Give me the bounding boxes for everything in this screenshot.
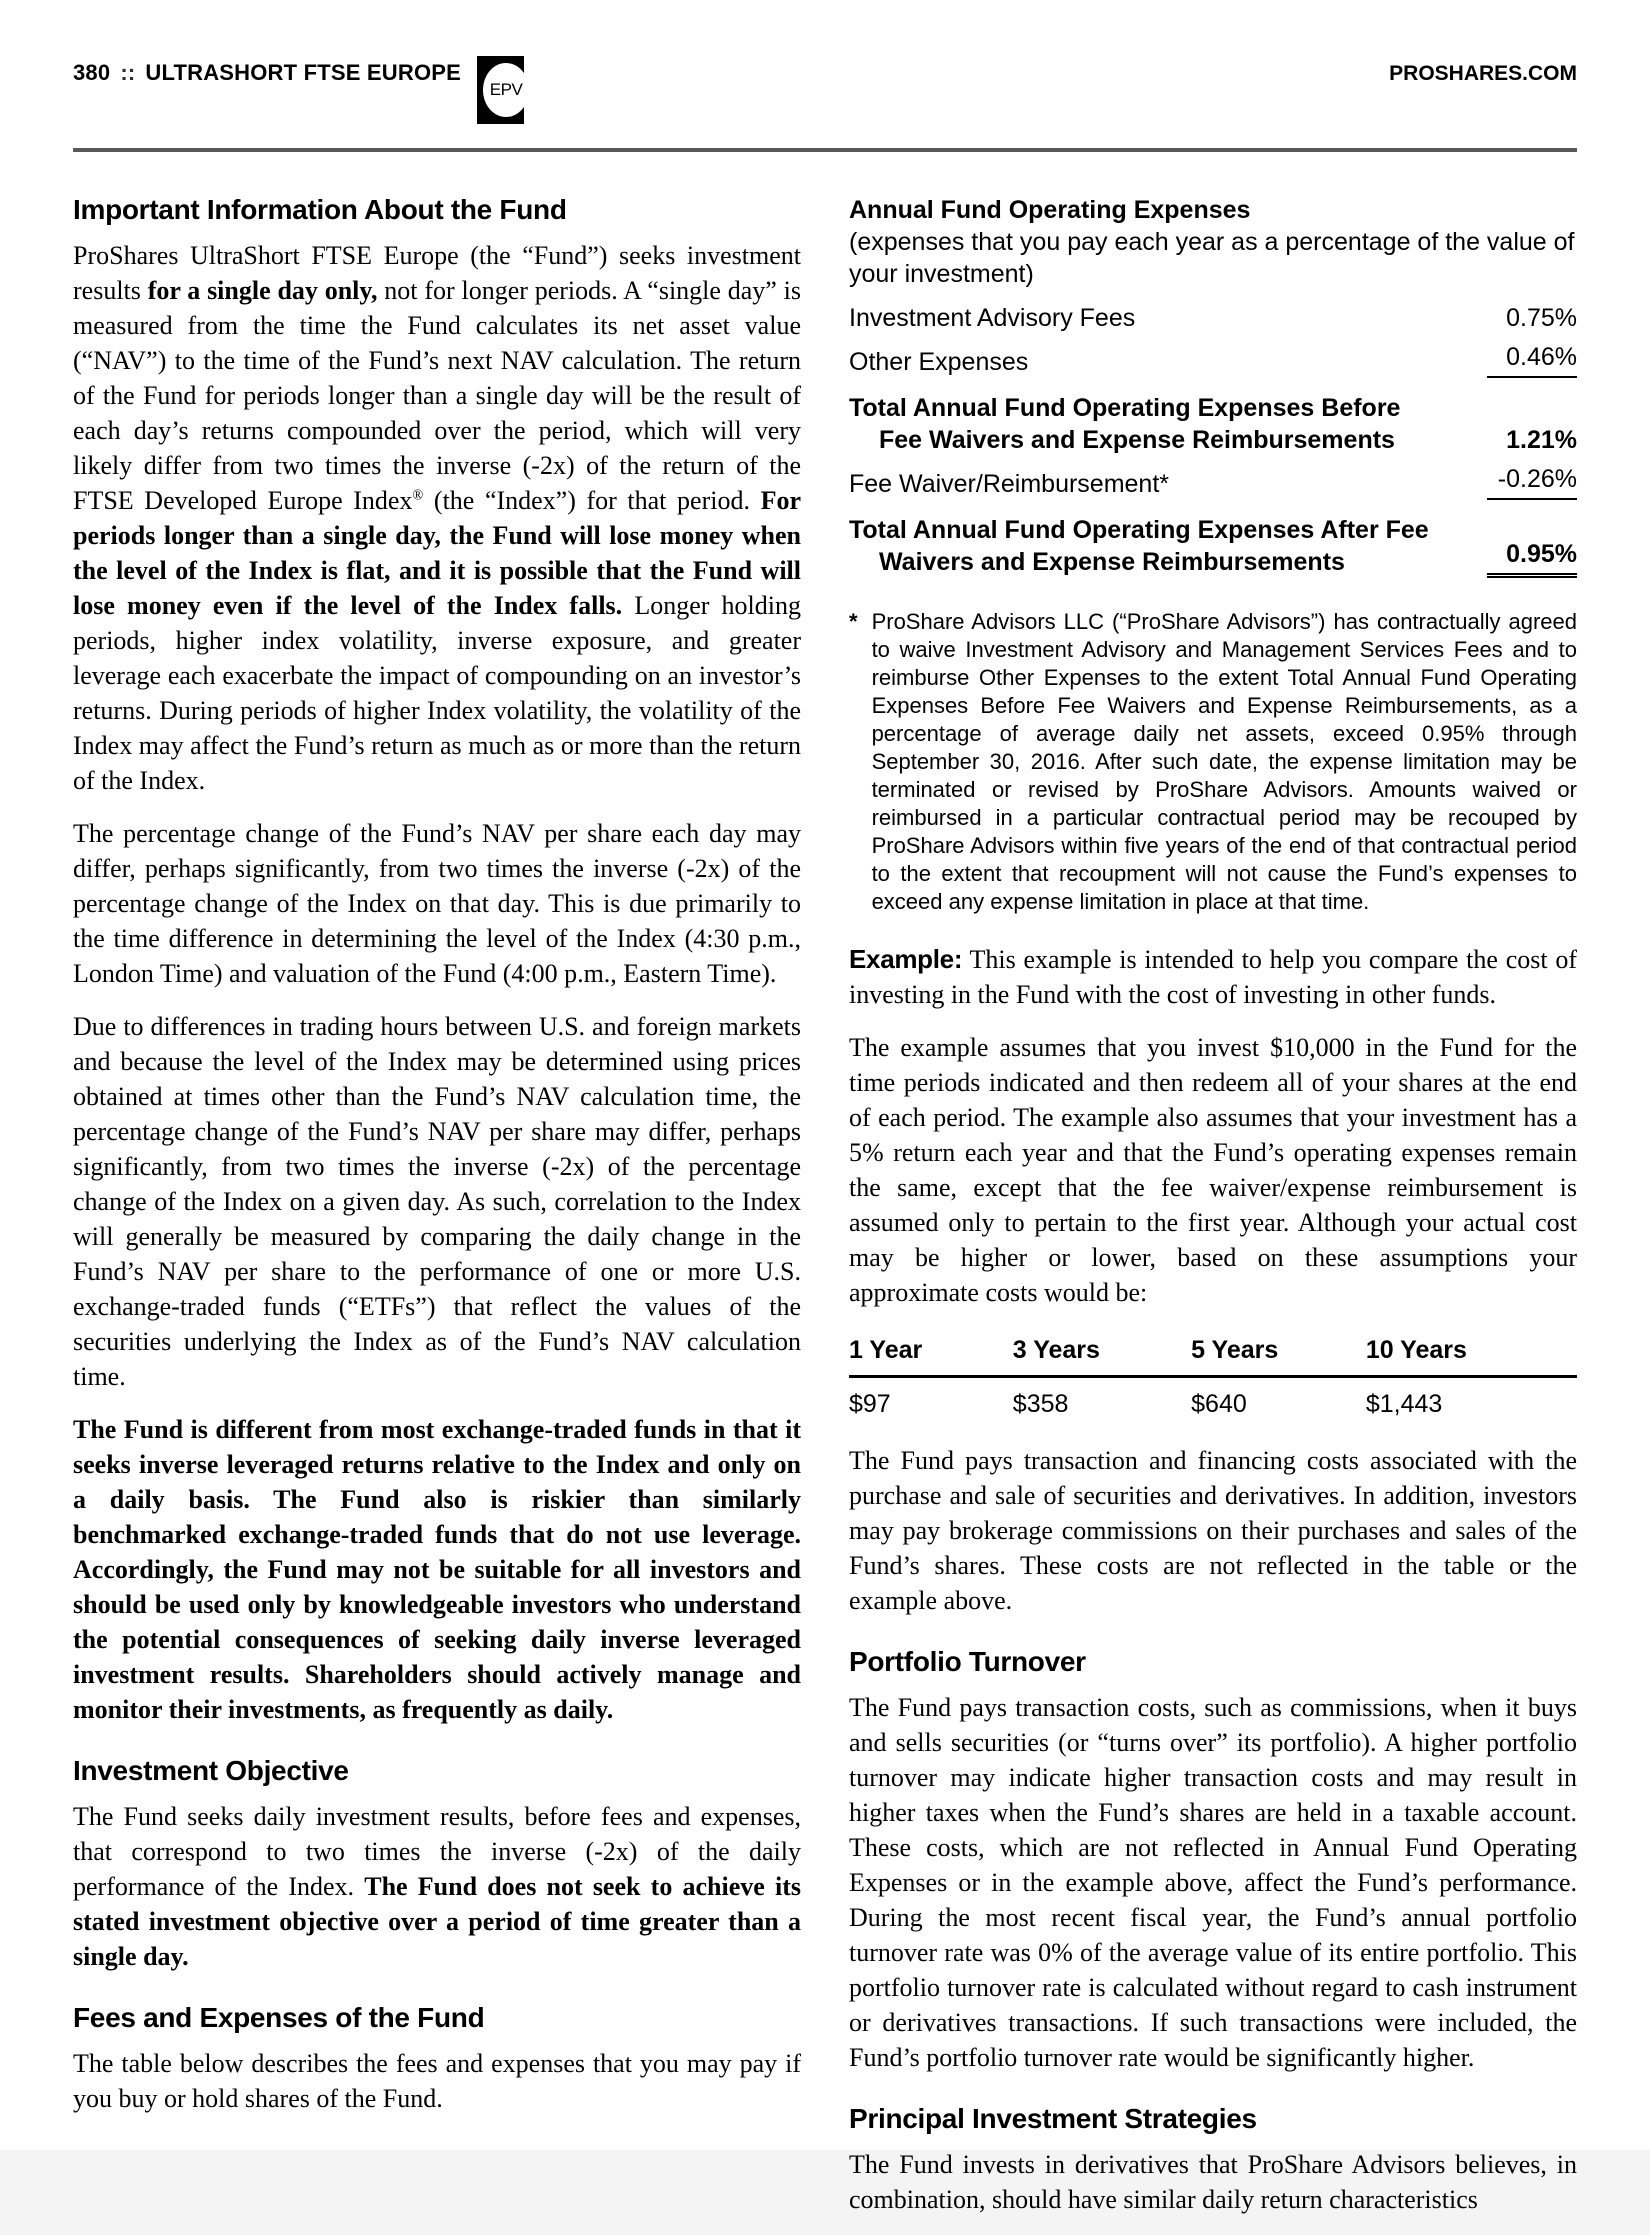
expense-table-title: Annual Fund Operating Expenses bbox=[849, 196, 1251, 224]
expense-row-value: -0.26% bbox=[1487, 463, 1577, 500]
ticker-ellipse bbox=[483, 63, 529, 117]
cost-table-value: $358 bbox=[1012, 1390, 1069, 1418]
header-rule bbox=[73, 148, 1577, 152]
paragraph-example-details: The example assumes that you invest $10,000 in the Fund for the time periods indicated and then redeem all of your shares at the end of each period. The example also assumes that your investment has a 5% return each year and that the Fund’s operating expenses remain the same, except that the fee waiver/expense reimbursement is assumed only to pertain to the first year. Although your actual cost may be higher or lower, based on these assumptions your approximate costs would be: bbox=[849, 1033, 1577, 1307]
expense-row-total-before-waivers bbox=[849, 392, 1577, 456]
expense-row-advisory-fees bbox=[849, 302, 1577, 334]
cost-table-header: 10 Years bbox=[1365, 1336, 1467, 1364]
footnote bbox=[849, 608, 1577, 916]
ticker-badge bbox=[477, 56, 524, 124]
two-column-body bbox=[73, 194, 1577, 2235]
cost-table-value: $1,443 bbox=[1365, 1390, 1443, 1418]
paragraph-nav-percentage-change: The percentage change of the Fund’s NAV per share each day may differ, perhaps significantly, from two times the inverse (-2x) of the percentage change of the Index on that day. This is due primarily to the time difference in determining the level of the Index (4:30 p.m., London Time) and valuation of the Fund (4:00 p.m., Eastern Time). bbox=[73, 819, 801, 988]
expense-row-label: Fee Waiver/Reimbursement* bbox=[849, 470, 1170, 498]
cost-table-value-row bbox=[849, 1378, 1577, 1419]
paragraph-example-intro: Example: This example is intended to help you compare the cost of investing in the Fund with the cost of investing in other funds. bbox=[849, 944, 1577, 1009]
expense-row-label: Total Annual Fund Operating Expenses After Fee Waivers and Expense Reimbursements bbox=[849, 516, 1429, 576]
expense-row-value: 1.21% bbox=[1506, 426, 1577, 454]
left-column bbox=[73, 194, 801, 2235]
page-number: 380 bbox=[73, 60, 111, 85]
cost-example-table bbox=[849, 1336, 1577, 1419]
cost-table-header: 1 Year bbox=[849, 1336, 923, 1364]
paragraph-single-day: ProShares UltraShort FTSE Europe (the “Fund”) seeks investment results for a single day only, not for longer periods. A “single day” is measured from the time the Fund calculates its net asset value (“NAV”) to the time of the Fund’s next NAV calculation. The return of the Fund for periods longer than a single day will be the result of each day’s returns compounded over the period, which will very likely differ from two times the inverse (-2x) of the return of the FTSE Developed Europe Index® (the “Index”) for that period. For periods longer than a single day, the Fund will lose money when the level of the Index is flat, and it is possible that the Fund will lose money even if the level of the Index falls. Longer holding periods, higher index volatility, inverse exposure, and greater leverage each exacerbate the impact of compounding on an investor’s returns. During periods of higher Index volatility, the volatility of the Index may affect the Fund’s return as much as or more than the return of the Index. bbox=[73, 241, 802, 795]
cost-table-header: 5 Years bbox=[1191, 1336, 1279, 1364]
expense-row-fee-waiver bbox=[849, 463, 1577, 500]
cost-table-header-row bbox=[849, 1336, 1577, 1378]
footnote-marker: * bbox=[849, 609, 858, 634]
cost-table-value: $97 bbox=[849, 1390, 891, 1418]
cost-table-header: 3 Years bbox=[1012, 1336, 1100, 1364]
paragraph-transaction-costs: The Fund pays transaction and financing costs associated with the purchase and sale of securities and derivatives. In addition, investors may pay brokerage commissions on their purchases and sales of the Fund’s shares. These costs are not reflected in the table or the example above. bbox=[849, 1446, 1577, 1615]
paragraph-fund-is-different: The Fund is different from most exchange-traded funds in that it seeks inverse leveraged returns relative to the Index and only on a daily basis. The Fund also is riskier than similarly benchmarked exchange-traded funds that do not use leverage. Accordingly, the Fund may not be suitable for all investors and should be used only by knowledgeable investors who understand the potential consequences of seeking daily inverse leveraged investment results. Shareholders should actively manage and monitor their investments, as frequently as daily. bbox=[73, 1415, 801, 1724]
expense-row-value: 0.46% bbox=[1487, 341, 1577, 378]
section-heading-important-information: Important Information About the Fund bbox=[73, 194, 567, 225]
expense-row-label: Other Expenses bbox=[849, 348, 1029, 376]
footnote-text: ProShare Advisors LLC (“ProShare Advisors”) has contractually agreed to waive Investment Advisory and Management Services Fees and to reimburse Other Expenses to the extent Total Annual Fund Operating Expenses Before Fee Waivers and Expense Reimbursements, as a percentage of average daily net assets, exceed 0.95% through September 30, 2016. After such date, the expense limitation may be terminated or revised by ProShare Advisors. Amounts waived or reimbursed in a particular contractual period may be recouped by ProShare Advisors within five years of the end of that contractual period to the extent that recoupment will not cause the Fund’s expenses to exceed any expense limitation in place at that time. bbox=[871, 609, 1577, 914]
expense-row-total-after-waivers bbox=[849, 514, 1577, 578]
expense-row-other-expenses bbox=[849, 341, 1577, 378]
paragraph-trading-hours: Due to differences in trading hours between U.S. and foreign markets and because the level of the Index may be determined using prices obtained at times other than the Fund’s NAV calculation time, the percentage change of the Fund’s NAV per share may differ, perhaps significantly, from two times the inverse (-2x) of the percentage change of the Index on a given day. As such, correlation to the Index will generally be measured by comparing the daily change in the Fund’s NAV per share to the performance of one or more U.S. exchange-traded funds (“ETFs”) that reflect the values of the securities underlying the Index as of the Fund’s NAV calculation time. bbox=[73, 1012, 801, 1391]
section-heading-fees-and-expenses: Fees and Expenses of the Fund bbox=[73, 2002, 485, 2033]
section-heading-principal-investment-strategies: Principal Investment Strategies bbox=[849, 2103, 1257, 2134]
expense-row-value: 0.75% bbox=[1506, 304, 1577, 332]
expense-row-label: Investment Advisory Fees bbox=[849, 304, 1136, 332]
expense-row-value: 0.95% bbox=[1487, 538, 1577, 578]
paragraph-portfolio-turnover: The Fund pays transaction costs, such as commissions, when it buys and sells securities (or “turns over” its portfolio). A higher portfolio turnover may indicate higher transaction costs and may result in higher taxes when the Fund’s shares are held in a taxable account. These costs, which are not reflected in Annual Fund Operating Expenses or in the example above, affect the Fund’s performance. During the most recent fiscal year, the Fund’s annual portfolio turnover rate was 0% of the average value of its entire portfolio. This portfolio turnover rate is calculated without regard to cash instrument or derivatives transactions. If such transactions were included, the Fund’s portfolio turnover rate would be significantly higher. bbox=[849, 1693, 1577, 2072]
paragraph-principal-investment-strategies: The Fund invests in derivatives that ProShare Advisors believes, in combination, should have similar daily return characteristics bbox=[849, 2150, 1577, 2214]
header-website: PROSHARES.COM bbox=[1389, 62, 1577, 85]
page-header bbox=[73, 50, 1577, 148]
expense-row-label: Total Annual Fund Operating Expenses Before Fee Waivers and Expense Reimbursements bbox=[849, 394, 1401, 454]
header-separator: :: bbox=[120, 60, 136, 85]
paragraph-investment-objective: The Fund seeks daily investment results, before fees and expenses, that correspond to two times the inverse (-2x) of the daily performance of the Index. The Fund does not seek to achieve its stated investment objective over a period of time greater than a single day. bbox=[73, 1802, 801, 1971]
expense-table-subtitle: (expenses that you pay each year as a percentage of the value of your investment) bbox=[849, 228, 1575, 288]
ticker-label: EPV bbox=[489, 80, 523, 99]
annual-fund-operating-expenses-table bbox=[849, 194, 1577, 578]
section-heading-portfolio-turnover: Portfolio Turnover bbox=[849, 1646, 1086, 1677]
header-fund-name: ULTRASHORT FTSE EUROPE bbox=[145, 60, 462, 85]
section-heading-investment-objective: Investment Objective bbox=[73, 1755, 349, 1786]
paragraph-fees-intro: The table below describes the fees and expenses that you may pay if you buy or hold shares of the Fund. bbox=[73, 2049, 801, 2113]
cost-table-value: $640 bbox=[1191, 1390, 1247, 1418]
header-left bbox=[73, 50, 524, 124]
right-column bbox=[849, 194, 1577, 2235]
